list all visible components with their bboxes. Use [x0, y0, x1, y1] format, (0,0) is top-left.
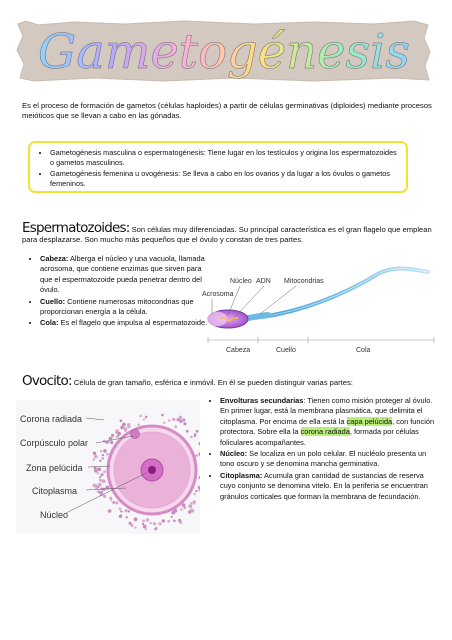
follicle-cell [115, 501, 118, 504]
follicle-cell [99, 479, 102, 482]
follicle-cell [117, 432, 121, 436]
follicle-cell [119, 507, 122, 510]
follicle-cell [188, 511, 191, 514]
follicle-cell [162, 519, 165, 522]
sperm-description: Son células muy diferenciadas. Su principal característica es el gran flagelo que emplean para desplazarse. Son mucho más pequeños que el óvulo y constan de tres partes. [22, 225, 432, 245]
follicle-cell [99, 460, 101, 462]
follicle-cell [173, 520, 176, 523]
follicle-cell [195, 490, 197, 492]
follicle-cell [180, 508, 183, 511]
sperm-tail [262, 269, 428, 318]
follicle-cell [110, 441, 113, 444]
follicle-cell [172, 418, 175, 421]
follicle-cell [142, 520, 145, 523]
follicle-cell [93, 452, 96, 455]
follicle-cell [179, 420, 182, 423]
sperm-heading: Espermatozoides: [22, 220, 130, 236]
follicle-cell [98, 483, 102, 487]
follicle-cell [154, 528, 157, 531]
follicle-cell [103, 449, 107, 453]
follicle-cell [94, 455, 98, 459]
follicle-cell [93, 484, 97, 488]
follicle-cell [142, 523, 144, 525]
follicle-cell [145, 416, 148, 419]
polar-body [131, 430, 140, 439]
list-item: • Gametogénesis masculina o espermatogénesis: Tiene lugar en los testículos y origina los espermatozoides o gametos masculinos. [50, 148, 398, 168]
follicle-cell [99, 476, 101, 478]
ovocito-parts-list [208, 396, 436, 503]
follicle-cell [103, 495, 106, 498]
follicle-cell [95, 487, 98, 490]
follicle-cell [167, 520, 170, 523]
follicle-cell [116, 436, 118, 438]
nucleolus [148, 466, 156, 474]
follicle-cell [188, 504, 192, 508]
follicle-cell [97, 472, 99, 474]
ovocito-paragraph [22, 373, 434, 389]
follicle-cell [174, 425, 177, 428]
label-corpusculo-polar: Corpúsculo polar [20, 438, 89, 448]
follicle-cell [146, 518, 150, 522]
list-item: • Cola: Es el flagelo que impulsa al espermatozoide. [40, 318, 208, 328]
ovocito-description: Célula de gran tamaño, esférica e inmóvil. En él se pueden distinguir varias partes: [71, 378, 353, 387]
label-acrosoma: Acrosoma [202, 291, 234, 298]
follicle-cell [120, 419, 123, 422]
follicle-cell [143, 418, 145, 420]
follicle-cell [127, 423, 131, 427]
follicle-cell [186, 430, 189, 433]
follicle-cell [143, 525, 147, 529]
follicle-cell [106, 453, 109, 456]
follicle-cell [97, 467, 101, 471]
list-item: • Cabeza: Alberga el núcleo y una vacuola, llamada acrosoma, que contiene enzimas que sirven para que el espermatozoide pueda penetrar dentro del óvulo. [40, 254, 208, 296]
page-title: Gametogénesis [37, 24, 411, 80]
follicle-cell [134, 517, 138, 521]
label-adn: ADN [256, 278, 271, 285]
section-cola: Cola [356, 347, 371, 354]
list-item: • Núcleo: Se localiza en un polo celular. El nucléolo presenta un tono oscuro y se denomina mancha germinativa. [220, 449, 436, 470]
follicle-cell [168, 419, 170, 421]
follicle-cell [111, 434, 114, 437]
follicle-cell [101, 473, 104, 476]
follicle-cell [138, 424, 140, 426]
follicle-cell [100, 450, 102, 452]
list-item: • Citoplasma: Acumula gran cantidad de sustancias de reserva cuyo conjunto se denomina vitelo. En la periferia se encuentran gránulos corticales que forman la membrana de fecundación. [220, 471, 436, 502]
follicle-cell [192, 500, 196, 504]
list-item: • Envolturas secundarias: Tienen como misión proteger al óvulo. En primer lugar, está la membrana plasmática, que delimita el citoplasma. Por encima de ella está la capa pelúcida, con función protectora. Sobre ella la corona radiada, formada por células foliculares acompañantes. [220, 396, 436, 448]
follicle-cell [183, 422, 186, 425]
follicle-cell [109, 497, 112, 500]
follicle-cell [103, 470, 106, 473]
follicle-cell [145, 528, 147, 530]
label-corona-radiada: Corona radiada [20, 414, 83, 424]
title-banner [14, 18, 434, 84]
sperm-paragraph [22, 220, 434, 246]
follicle-cell [161, 414, 164, 417]
follicle-cell [178, 519, 181, 522]
follicle-cell [139, 415, 142, 418]
sperm-parts-list [28, 254, 208, 330]
follicle-cell [193, 493, 195, 495]
follicle-cell [179, 416, 183, 420]
sperm-diagram [198, 262, 442, 358]
section-cuello: Cuello [276, 347, 296, 354]
follicle-cell [171, 516, 173, 518]
section-cabeza: Cabeza [226, 347, 251, 354]
follicle-cell [129, 522, 132, 525]
follicle-cell [93, 458, 95, 460]
follicle-cell [94, 467, 97, 470]
label-zona-pelucida: Zona pelúcida [26, 463, 83, 473]
gametogenesis-types-box [28, 141, 408, 193]
highlight-capa-pelucida: capa pelúcida [346, 416, 393, 426]
follicle-cell [101, 457, 104, 460]
follicle-cell [106, 442, 108, 444]
follicle-cell [112, 501, 115, 504]
follicle-cell [101, 479, 105, 483]
follicle-cell [194, 433, 197, 436]
follicle-cell [150, 522, 152, 524]
list-item: • Gametogénesis femenina u ovogénesis: Se lleva a cabo en los ovarios y da lugar a los óvulos o gametos femeninos. [50, 169, 398, 189]
follicle-cell [190, 436, 193, 439]
follicle-cell [190, 502, 192, 504]
acrosome [207, 312, 227, 327]
follicle-cell [163, 422, 165, 424]
follicle-cell [153, 522, 156, 525]
follicle-cell [124, 430, 126, 432]
follicle-cell [195, 454, 198, 457]
follicle-cell [110, 499, 112, 501]
list-item: • Cuello: Contiene numerosas mitocondrias que proporcionan energía a la célula. [40, 297, 208, 318]
follicle-cell [182, 418, 185, 421]
follicle-cell [134, 527, 136, 529]
label-nucleo: Núcleo [230, 278, 252, 285]
follicle-cell [108, 509, 112, 513]
intro-paragraph: Es el proceso de formación de gametos (células haploides) a partir de células germinativas (diploides) mediante procesos meióticos que se llevan a cabo en las gónadas. [22, 101, 432, 121]
label-nucleo-ovocito: Núcleo [40, 510, 69, 520]
follicle-cell [124, 509, 127, 512]
sperm-midpiece [248, 315, 268, 318]
follicle-cell [196, 430, 199, 433]
follicle-cell [158, 522, 161, 525]
follicle-cell [128, 510, 130, 512]
follicle-cell [120, 510, 122, 512]
follicle-cell [119, 515, 122, 518]
label-citoplasma: Citoplasma [32, 486, 78, 496]
label-mitocondrias: Mitocondrias [284, 278, 324, 285]
ovocito-heading: Ovocito: [22, 373, 72, 389]
follicle-cell [100, 488, 102, 490]
follicle-cell [102, 454, 104, 456]
follicle-cell [124, 427, 127, 430]
highlight-corona-radiada: corona radiada [300, 427, 350, 437]
oocyte-diagram [16, 400, 200, 534]
follicle-cell [120, 426, 124, 430]
follicle-cell [126, 516, 128, 518]
